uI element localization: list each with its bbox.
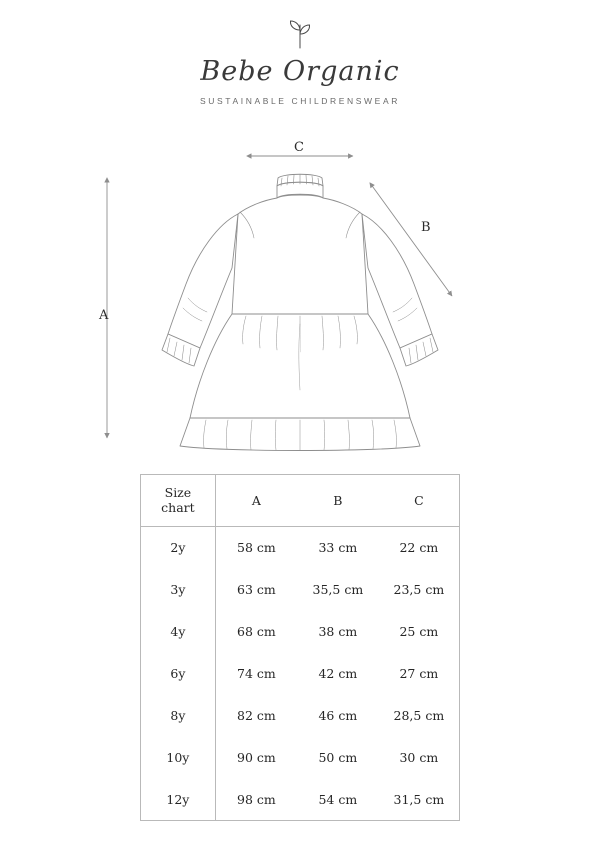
table-row [141,695,460,737]
size-chart [140,474,460,821]
cell-a: 82 cm [237,708,276,723]
column-header-size [141,475,216,527]
table-row [141,611,460,653]
dimension-label-c: C [294,140,304,155]
cell-b: 33 cm [318,540,358,556]
size-chart-title-line2: chart [161,499,195,515]
leaf-sprig-icon [0,18,600,52]
cell-c: 28,5 cm [393,708,445,723]
cell-size: 12y [141,779,216,821]
cell-b: 42 cm [318,666,358,681]
cell-c: 27 cm [399,666,439,681]
cell-size: 2y [141,527,216,569]
cell-size: 8y [141,695,216,737]
table-header-row [141,475,460,527]
cell-c: 30 cm [399,750,439,765]
table-row [141,569,460,611]
cell-a: 90 cm [237,750,276,765]
column-header-a: A [215,475,297,527]
cell-size: 6y [141,653,216,695]
cell-c: 25 cm [399,624,439,639]
dress-illustration [0,128,600,468]
cell-b: 50 cm [318,750,358,765]
cell-a: 63 cm [237,582,276,597]
cell-c: 22 cm [399,540,439,556]
table-row [141,737,460,779]
cell-size: 3y [141,569,216,611]
table-row [141,779,460,821]
cell-a: 68 cm [237,624,276,639]
brand-name: Bebe Organic [200,56,400,87]
cell-b: 54 cm [318,791,358,807]
brand-tagline: SUSTAINABLE CHILDRENSWEAR [200,96,400,106]
size-chart-table [140,474,460,821]
dimension-label-a: A [99,308,109,323]
cell-c: 31,5 cm [393,791,445,807]
table-row [141,653,460,695]
cell-a: 58 cm [237,540,276,556]
table-row [141,527,460,569]
brand-header [0,18,600,106]
cell-b: 46 cm [318,708,358,723]
cell-size: 4y [141,611,216,653]
size-chart-title-line1: Size [164,485,192,501]
cell-size: 10y [141,737,216,779]
cell-a: 74 cm [237,666,276,681]
column-header-c: C [379,475,460,527]
cell-b: 35,5 cm [312,582,364,597]
cell-c: 23,5 cm [393,582,445,597]
dimension-label-b: B [421,220,431,235]
cell-b: 38 cm [318,624,358,639]
column-header-b: B [297,475,379,527]
cell-a: 98 cm [237,791,276,807]
